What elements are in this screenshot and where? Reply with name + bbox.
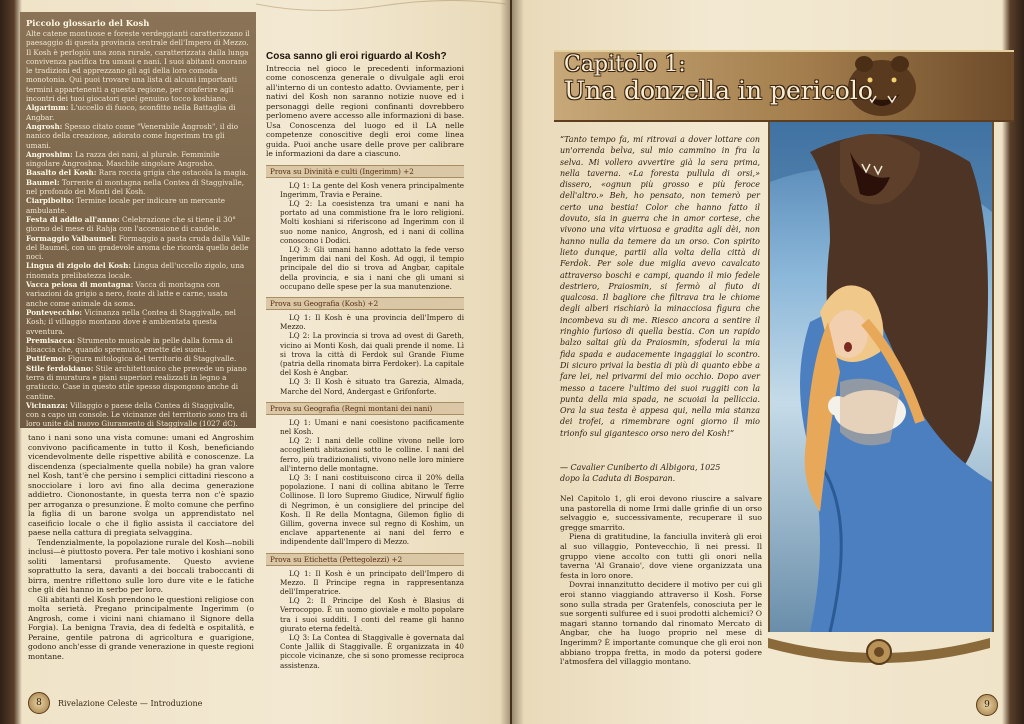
quality-level-item: LQ 1: Il Kosh è una provincia dell'Impero di Mezzo. (280, 312, 464, 332)
glossary-entry (26, 168, 250, 177)
quality-level-item: LQ 2: I nani delle colline vivono nelle loro accoglienti abitazioni sotto le colline. I nani del ferro, più tradizionalisti, vivono nelle loro miniere all'interno delle montagne. (280, 436, 464, 473)
glossary-definition: Villaggio o paese della Contea di Staggivalle, con a capo un console. Le vicinanze del territorio sono tra di loro unite dal nuovo Giuramento di Staggivalle (1027 dC). (26, 400, 248, 428)
paragraph: Nel Capitolo 1, gli eroi devono riuscire a salvare una pastorella di nome Irmi dalle grinfie di un orso selvaggio e, successivamente, recuperare il suo gregge smarrito. (560, 494, 762, 532)
glossary-term: Vicinanza: (26, 400, 68, 410)
test-header: Prova su Geografia (Regni montani dei nani) (266, 402, 464, 415)
illustration-art (770, 122, 992, 632)
book-gutter (500, 0, 524, 724)
glossary-definition: Lingua dell'uccello zigolo, una rinomata prelibatezza locale. (26, 261, 245, 280)
quality-level-item: LQ 2: La provincia si trova ad ovest di Gareth, vicino ai Monti Kosh, dai quali prende il nome. Lì si trova la città di Ferdok sul Grande Fiume (patria della rinomata birra Ferdoker). La capitale del Kosh è Angbar. (280, 331, 464, 378)
glossary-term: Ciarpibolto: (26, 196, 74, 206)
glossary-entries (26, 103, 250, 428)
glossary-entry (26, 234, 250, 262)
page-number: 8 (28, 692, 50, 714)
glossary-entry (26, 150, 250, 169)
quality-level-item: LQ 1: La gente del Kosh venera principalmente Ingerimm, Travia e Peraine. (280, 180, 464, 199)
glossary-definition: Vacca di montagna con variazioni da grigio a nero, fonte di latte e carne, usata anche come animale da soma. (26, 280, 228, 308)
paragraph: tano i nani sono una vista comune: umani ed Angroshim convivono pacificamente in tutto il Kosh, beneficiando vicendevolmente delle rispettive abilità e conoscenze. La discendenza (specialmente quella nobile) ha gran valore nel Kosh, tant'è che persino i semplici cittadini riescono a snocciolare i loro avi fino alla decima generazione addietro. Ciononostante, in questa terra non c'è spazio per arroganza o presunzione. È molto comune che perfino la figlia di un barone svolga un apprendistato nel caseificio locale o che il figlio assista il cacciatore del paese nella cattura di pregiata selvaggina. (28, 433, 254, 537)
page-footer-right (976, 692, 998, 716)
left-body-column (28, 433, 254, 661)
running-footer: Rivelazione Celeste — Introduzione (58, 698, 203, 708)
glossary-definition: Spesso citato come "Venerabile Angrosh", il dio nanico della creazione, adorato come Ingerimm tra gli umani. (26, 121, 239, 150)
glossary-entry (26, 336, 250, 355)
quality-level-item: LQ 2: Il Principe del Kosh è Blasius di Verrocoppo. È un uomo gioviale e molto popolare tra i suoi sudditi. I conti del reame gli hanno giurato eterna fedeltà. (280, 596, 464, 633)
glossary-definition: Torrente di montagna nella Contea di Staggivalle, nel profondo dei Monti del Kosh. (26, 177, 244, 197)
paragraph: Piena di gratitudine, la fanciulla inviterà gli eroi al suo villaggio, Pontevecchio, lì nei pressi. Il gruppo viene accolto con tutti gli onori nella taverna 'Al Granaio', dove viene organizzata una festa in loro onore. (560, 532, 762, 580)
glossary-definition: Rara roccia grigia che ostacola la magia. (98, 168, 249, 178)
glossary-definition: L'uccello di fuoco, sconfitto nella Battaglia di Angbar. (26, 103, 236, 122)
glossary-entry (26, 196, 250, 215)
glossary-term: Vacca pelosa di montagna: (26, 280, 134, 290)
test-header: Prova su Geografia (Kosh) +2 (266, 297, 464, 310)
test-header: Prova su Divinità e culti (Ingerimm) +2 (266, 165, 464, 178)
test-header: Prova su Etichetta (Pettegolezzi) +2 (266, 553, 464, 566)
glossary-title: Piccolo glossario del Kosh (26, 18, 150, 28)
quality-level-item: LQ 3: I nani costituiscono circa il 20% della popolazione. I nani di collina abitano le Terre Collinose. Il loro Supremo Giudice, Nirwulf figlio di Negrimon, è un consigliere del principe del Kosh. Il Re della Montagna, Gilemon figlio di Gillim, governa invece sul regno di Koshim, un enclave appartenente ai nani del ferro e indipendente dall'Impero di Mezzo. (280, 472, 464, 547)
glossary-term: Festa di addio all'anno: (26, 214, 120, 224)
glossary-term: Lingua di zigolo del Kosh: (26, 261, 131, 271)
chapter-number: Capitolo 1: (564, 52, 686, 77)
frame-ornament (768, 628, 990, 672)
glossary-entry (26, 178, 250, 197)
glossary-definition: Celebrazione che si tiene il 30° giorno del mese di Rahja con l'accensione di candele. (26, 214, 236, 234)
glossary-entry (26, 364, 250, 401)
glossary-entry (26, 401, 250, 428)
attribution-line: dopo la Caduta di Bosparan. (560, 474, 676, 483)
glossary-definition: Figura mitologica del territorio di Staggivalle. (67, 354, 237, 364)
paragraph: Gli abitanti del Kosh prendono le questioni religiose con molta serietà. Pregano principalmente Ingerimm (o Angrosh, come i vicini nani chiamano il Signore della Forgia). La benigna Travia, dea di fedeltà e ospitalità, e Peraine, gentile patrona di agricoltura e guarigione, godono anch'esse di grande venerazione in queste regioni montane. (28, 594, 254, 661)
chapter-name: Una donzella in pericolo (564, 76, 873, 105)
page-number: 9 (976, 694, 998, 716)
quality-level-item: LQ 2: La coesistenza tra umani e nani ha portato ad una commistione fra le loro religioni. Molti koshiani si riferiscono ad Ingerimm con il suo nome nanico, Angrosh, ed i nani di collina conoscono i Dodici. (280, 198, 464, 245)
glossary-intro: Alte catene montuose e foreste verdeggianti caratterizzano il paesaggio di questa provincia centrale dell'Impero di Mezzo. Il Kosh è perlopiù una zona rurale, caratterizzata dalla lunga convivenza pacifica tra umani e nani. I suoi abitanti onorano le tradizioni ed apprezzano gli agi della loro comoda monotonia. Qui puoi trovare una lista di alcuni importanti termini appartenenti a questa regione, per conferire agli incontri dei tuoi giocatori quel genuino tocco koshiano. (26, 29, 250, 104)
glossary-term: Algarimm: (26, 103, 69, 113)
glossary-definition: La razza dei nani, al plurale. Femminile singolare Angroshna. Maschile singolare Angrosho. (26, 149, 220, 169)
glossary-entry (26, 280, 250, 308)
quality-level-item: LQ 3: Gli umani hanno adottato la fede verso Ingerimm dai nani del Kosh. Ad oggi, il tempio principale del dio si trova ad Angbar, capitale della provincia, e sia i nani che gli umani si occupano delle spese per la sua manutenzione. (280, 244, 464, 291)
glossary-entry (26, 261, 250, 280)
glossary-definition: Stile architettonico che prevede un piano terra di muratura e piani superiori realizzati in legno a graticcio. Case in questo stile spesso dispongono anche di cantine. (26, 363, 247, 401)
glossary-definition: Strumento musicale in pelle dalla forma di bisaccia che, quando spremuto, emette dei suoni. (26, 335, 233, 355)
glossary-box (20, 12, 256, 428)
bear-maiden-illustration (768, 122, 994, 632)
chapter-title (564, 52, 873, 104)
glossary-term: Pontevecchio: (26, 307, 83, 317)
glossary-term: Putifemo: (26, 354, 66, 364)
page-footer-left (28, 692, 288, 714)
glossary-entry (26, 308, 250, 336)
glossary-term: Basalto del Kosh: (26, 168, 97, 178)
paragraph: Dovrai innanzitutto decidere il motivo per cui gli eroi stanno viaggiando attraverso il Kosh. Forse sono sulla strada per Gratenfels, conosciuta per le sue sorgenti sulfuree ed i suoi prodotti alchemici? O magari stanno tornando dal rinomato Mercato di Angbar, che ha luogo proprio nel mese di Ingerimm? È importante comunque che gli eroi non abbiano troppa fretta, in modo da potersi godere l'atmosfera del villaggio montano. (560, 580, 762, 667)
glossary-definition: Formaggio a pasta cruda dalla Valle del Baumel, con un gradevole aroma che ricorda quello delle noci. (26, 233, 250, 262)
quality-level-item: LQ 3: Il Kosh è situato tra Garezia, Almada, Marche del Nord, Andergast e Grifonforte. (280, 377, 464, 396)
test-blocks (266, 165, 464, 670)
opening-quote (560, 134, 760, 439)
glossary-definition: Vicinanza nella Contea di Staggivalle, nel Kosh; il villaggio montano dove è ambientata questa avventura. (26, 307, 236, 336)
attribution-line: — Cavalier Cuniberto di Albigora, 1025 (560, 463, 721, 472)
section-heading: Cosa sanno gli eroi riguardo al Kosh? (266, 51, 447, 62)
glossary-term: Baumel: (26, 177, 60, 187)
glossary-term: Angroshim: (26, 149, 73, 159)
glossary-entry (26, 122, 250, 150)
glossary-term: Stile ferdokiano: (26, 363, 94, 373)
quality-level-item: LQ 3: La Contea di Staggivalle è governata dal Conte Jallik di Staggivalle. È organizzata in 40 piccole vicinanze, che si sono promesse reciproca assistenza. (280, 633, 464, 670)
quality-level-item: LQ 1: Il Kosh è un principato dell'Impero di Mezzo. Il Principe regna in rappresentanza dell'Imperatrice. (280, 568, 464, 597)
glossary-term: Angrosh: (26, 121, 63, 131)
glossary-entry (26, 215, 250, 234)
glossary-entry (26, 103, 250, 122)
page-corner-ornament (256, 0, 506, 30)
glossary-entry (26, 354, 250, 363)
section-intro: Intreccia nel gioco le precedenti informazioni come conoscenza generale o divulgale agli eroi all'interno di un contesto adatto. Ovviamente, per i nativi del Kosh non saranno notizie nuove ed i personaggi delle regioni confinanti dovrebbero perlomeno avere accesso alle informazioni di base. Usa Conoscenza del luogo ed il LA nelle competenze conoscitive degli eroi come linea guida. Puoi anche usare delle prove per calibrare le informazioni da dare a ciascuno. (266, 63, 464, 158)
quote-attribution (560, 462, 760, 484)
paragraph: Tendenzialmente, la popolazione rurale del Kosh—nobili inclusi—è piuttosto povera. Per tale motivo i koshiani sono soliti lamentarsi profusamente. Questo avviene soprattutto la sera, davanti a dei boccali traboccanti di birra, mentre riflettono sulle loro dure vite e le fatiche che gli dèi hanno in serbo per loro. (28, 537, 254, 594)
heroes-knowledge-column (266, 52, 464, 670)
glossary-definition: Termine locale per indicare un mercante ambulante. (26, 196, 226, 215)
chapter-body (560, 494, 762, 667)
quote-text: “Tanto tempo fa, mi ritrovai a dover lottare con un'orrenda belva, sul mio cammino in fra la selva. Mi vollero avvertire già la sera prima, nella taverna. «La foresta pullula di orsi,» dissero, «ognun più grosso e più feroce dell'altro.» Beh, ho pensato, non temerò per certo una bestia! Color che hanno fatto il dovuto, sia in guerra che in amor cortese, che vivono una vita virtuosa e gradita agli dèi, non hanno nulla da temere da un orso. Con spirito lieto dunque, partii alla volta della città di Ferdok. Per sole due miglia avevo cavalcato attraverso boschi e campi, quando il mio fedele destriero, Praiosmin, si fermò al fiuto di qualcosa. Il bagliore che filtrava tra le chiome degli alberi rischiarò la minacciosa figura che incombeva su di me. Riesco ancora a sentire il ringhio furioso di quella bestia. Con un rapido balzo saltai giù da Praiosmin, sfoderai la mia fida spada e audacemente ingaggiai lo scontro. Di sicuro privai la bestia di più di quanto ebbe a fare lei, nel privarmi del mio occhio. Dopo aver messo a tacere l'ultimo dei suoi ruggiti con la punta della mia spada, ne scuoiai la pelliccia. Ora la sua testa è appesa qui, nella mia stanza dei trofei, a rimembrare ogni giorno il mio trionfo sul gigantesco orso nero del Kosh!” (560, 135, 760, 438)
glossary-term: Premisacca: (26, 335, 75, 345)
glossary-term: Formaggio Valbaumel: (26, 233, 117, 243)
quality-level-item: LQ 1: Umani e nani coesistono pacificamente nel Kosh. (280, 417, 464, 436)
